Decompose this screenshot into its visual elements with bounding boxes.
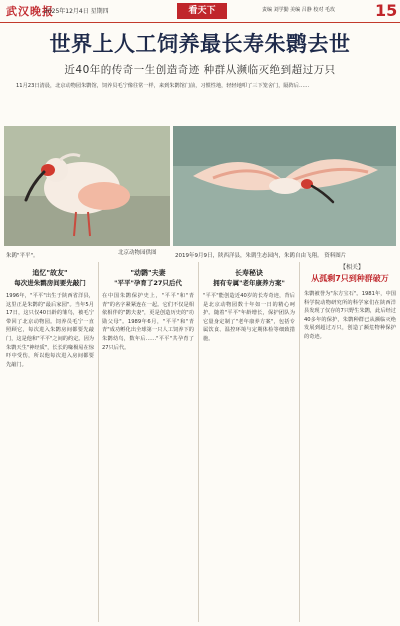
column-2-text: 在中国朱鹮保护史上，"平平"和"青青"的名字紧紧连在一起。它们不仅是相依相伴的"鹮夫妻"，更是创造历史的"功勋父母"。1989年6月，"平平"和"青青"成功孵化出全球第一只人工饲养下的朱鹮幼鸟，数年后……"平平"共孕育了27只后代。 (102, 293, 194, 351)
related-tag: 【相关】 (340, 264, 365, 271)
photo1-caption: 朱鹮"平平"。 (6, 253, 39, 259)
photo1-credit: 北京动物园供图 (118, 250, 157, 256)
column-4 (304, 290, 396, 342)
column-2 (102, 268, 194, 352)
column-1-text: 1996年，"平平"出生于陕西省洋县，这里正是朱鹮的"最后家园"。当年5月17日，这只仅40日龄的雏鸟，被毛宁带回了北京动物园。饲养员毛宁一直照顾它，每次进入朱鹮房间都要先敲门，这是他和"平平"之间的约定。因为朱鹮天生"神经质"，长长的喙极易在惊吓中受伤，所以他每次进入房间都要先敲门。 (6, 293, 94, 368)
column-3-heading: 长寿秘诀 (235, 269, 263, 277)
column-3 (203, 268, 295, 344)
column-3-text: "平平"能创造近40岁的长寿奇迹，背后是北京动物园数十年如一日的精心呵护。随着"平平"年龄增长，保护团队为它量身定制了"老年康养方案"，包括专属饮食、温控环境与定期体检等细致措施。 (203, 293, 295, 342)
newspaper-logo: 武汉晚报 (6, 5, 54, 18)
page-number: 15 (375, 1, 398, 20)
flying-ibis-photo (173, 126, 396, 246)
column-3-subheading: 拥有专属"老年康养方案" (213, 279, 285, 287)
column-1 (6, 268, 94, 369)
column-2-subheading: "平平"孕育了27只后代 (114, 279, 182, 287)
column-divider (198, 262, 199, 622)
column-1-subheading: 每次进朱鹮房间要先敲门 (14, 279, 86, 287)
column-4-heading: 从孤剩7只到种群破万 (311, 274, 389, 283)
flying-ibis-illustration (173, 126, 396, 246)
issue-date: 2025年12月4日 星期四 (44, 8, 109, 15)
ibis-illustration (4, 126, 170, 246)
section-label: 看天下 (177, 3, 227, 19)
column-divider (98, 262, 99, 622)
column-4-text: 朱鹮被誉为"东方宝石"。1981年，中国科学院动物研究所的科学家们在陕西洋县发现了仅存的7只野生朱鹮，此后经过40多年的保护，朱鹮种群已从濒临灭绝发展到超过万只，创造了濒危物种保护的奇迹。 (304, 291, 396, 340)
lead-paragraph: 11月23日清晨，北京动物园朱鹮馆，饲养员毛宁像往常一样，来到朱鹮馆门前，习惯性地，轻轻地叩了三下笼舍门，隔阵后…… (16, 83, 310, 89)
photo2-caption: 2019年9月9日，陕西洋县，朱鹮生态园内，朱鹮自由飞翔。 资料图片 (175, 253, 347, 259)
column-divider (299, 262, 300, 622)
column-2-heading: "动鹮"夫妻 (130, 269, 166, 277)
ibis-photo (4, 126, 170, 246)
editors-line: 责编 刘学勤 美编 吕静 校对 毛玫 (262, 7, 335, 13)
headline: 世界上人工饲养最长寿朱鹮去世 (49, 31, 351, 56)
column-1-heading: 追忆"故友" (32, 269, 68, 277)
subheadline: 近40年的传奇一生创造奇迹 种群从濒临灭绝到超过万只 (64, 64, 336, 76)
